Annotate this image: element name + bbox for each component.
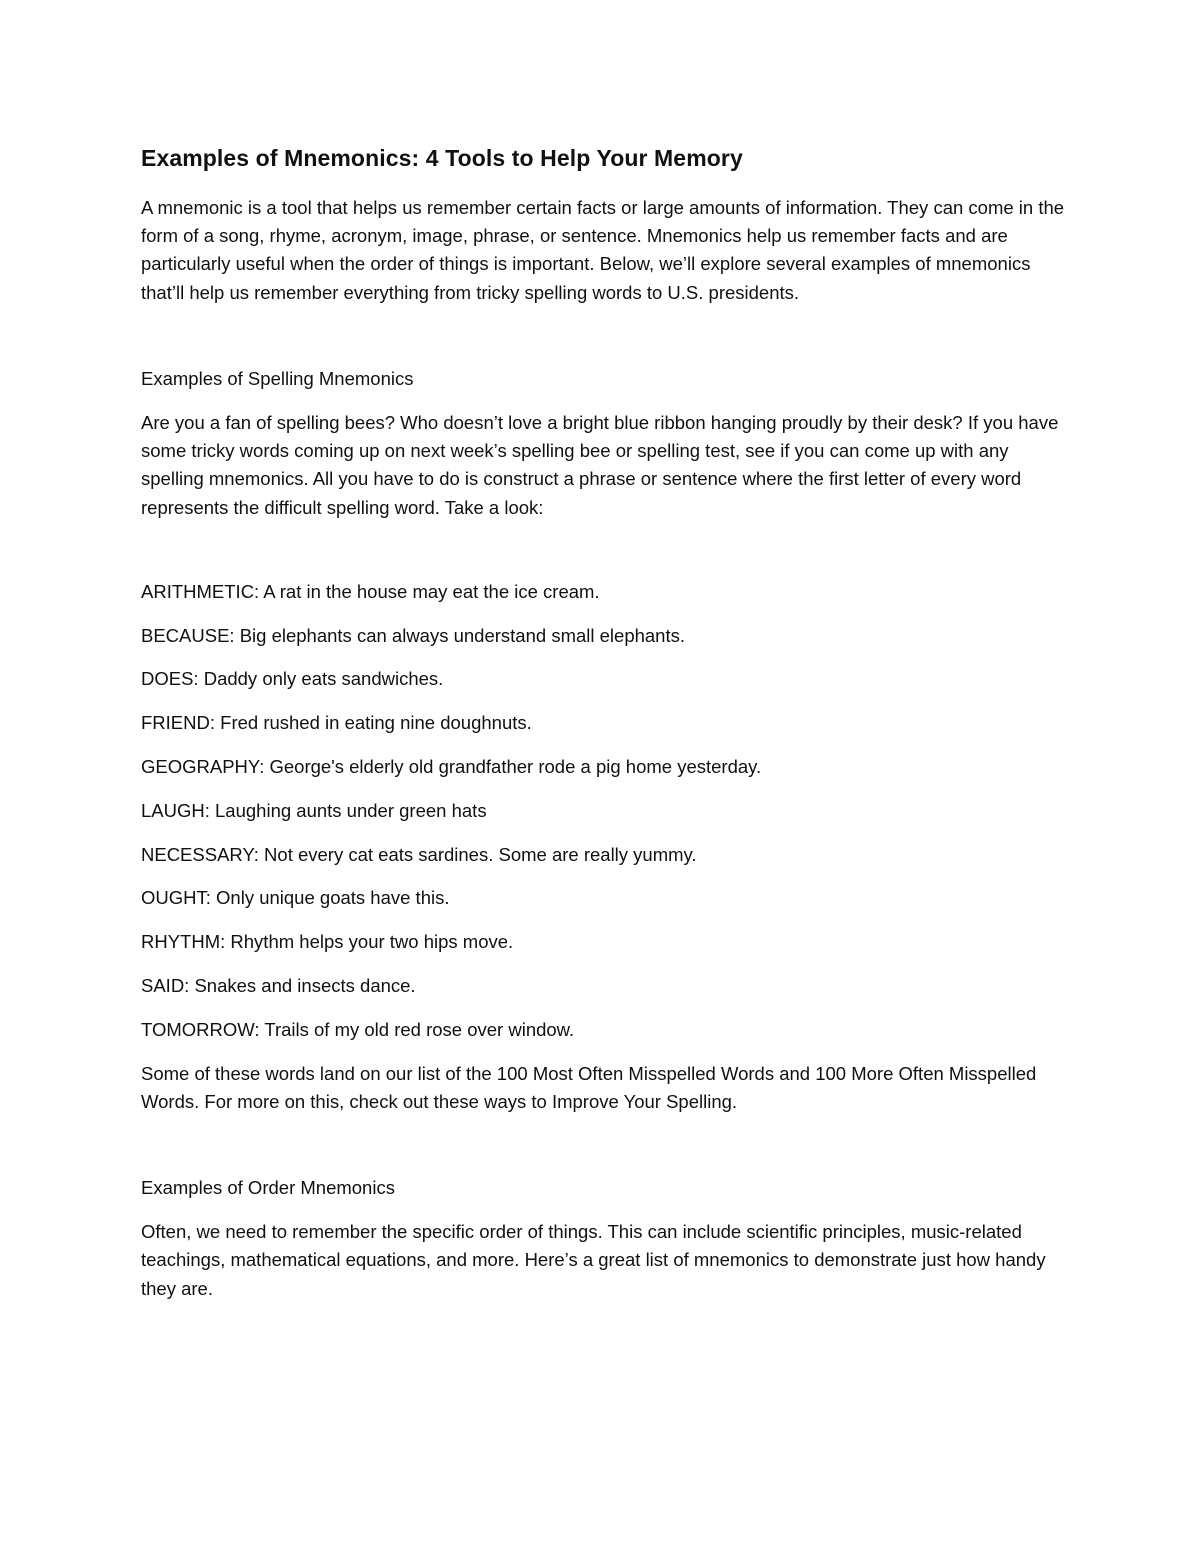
spelling-section-heading: Examples of Spelling Mnemonics [141, 367, 414, 389]
list-item: BECAUSE: Big elephants can always understand small elephants. [141, 624, 685, 646]
section-gap [141, 323, 1066, 365]
section-gap [141, 538, 1066, 578]
list-item: NECESSARY: Not every cat eats sardines. Some are really yummy. [141, 843, 697, 865]
intro-paragraph: A mnemonic is a tool that helps us remember certain facts or large amounts of information. They can come in the form of a song, rhyme, acronym, image, phrase, or sentence. Mnemonics help us remember facts and are particularly useful when the order of things is important. Below, we’ll explore several examples of mnemonics that’ll help us remember everything from tricky spelling words to U.S. presidents. [141, 197, 1065, 303]
spelling-closing-paragraph: Some of these words land on our list of the 100 Most Often Misspelled Words and 100 More Often Misspelled Words. For more on this, check out these ways to Improve Your Spelling. [141, 1062, 1037, 1112]
list-item: SAID: Snakes and insects dance. [141, 975, 416, 996]
list-item: FRIEND: Fred rushed in eating nine doughnuts. [141, 712, 532, 734]
spelling-mnemonic-list [141, 578, 1066, 1044]
list-item: LAUGH: Laughing aunts under green hats [141, 799, 487, 821]
list-item: GEOGRAPHY: George's elderly old grandfather rode a pig home yesterday. [141, 756, 762, 778]
list-item: TOMORROW: Trails of my old red rose over window. [141, 1018, 575, 1040]
order-section-body: Often, we need to remember the specific order of things. This can include scientific principles, music-related teachings, mathematical equations, and more. Here’s a great list of mnemonics to demonstrate just how handy they are. [141, 1221, 1046, 1299]
document-title: Examples of Mnemonics: 4 Tools to Help Your Memory [141, 145, 743, 171]
spelling-section-body: Are you a fan of spelling bees? Who doesn’t love a bright blue ribbon hanging proudly by their desk? If you have some tricky words coming up on next week’s spelling bee or spelling test, see if you can come up with any spelling mnemonics. All you have to do is construct a phrase or sentence where the first letter of every word represents the difficult spelling word. Take a look: [141, 412, 1059, 518]
order-section-heading: Examples of Order Mnemonics [141, 1177, 395, 1198]
list-item: RHYTHM: Rhythm helps your two hips move. [141, 931, 514, 953]
section-gap [141, 1132, 1066, 1174]
list-item: ARITHMETIC: A rat in the house may eat the ice cream. [141, 580, 600, 602]
document-page [141, 142, 1066, 1319]
list-item: OUGHT: Only unique goats have this. [141, 887, 450, 909]
list-item: DOES: Daddy only eats sandwiches. [141, 668, 444, 690]
